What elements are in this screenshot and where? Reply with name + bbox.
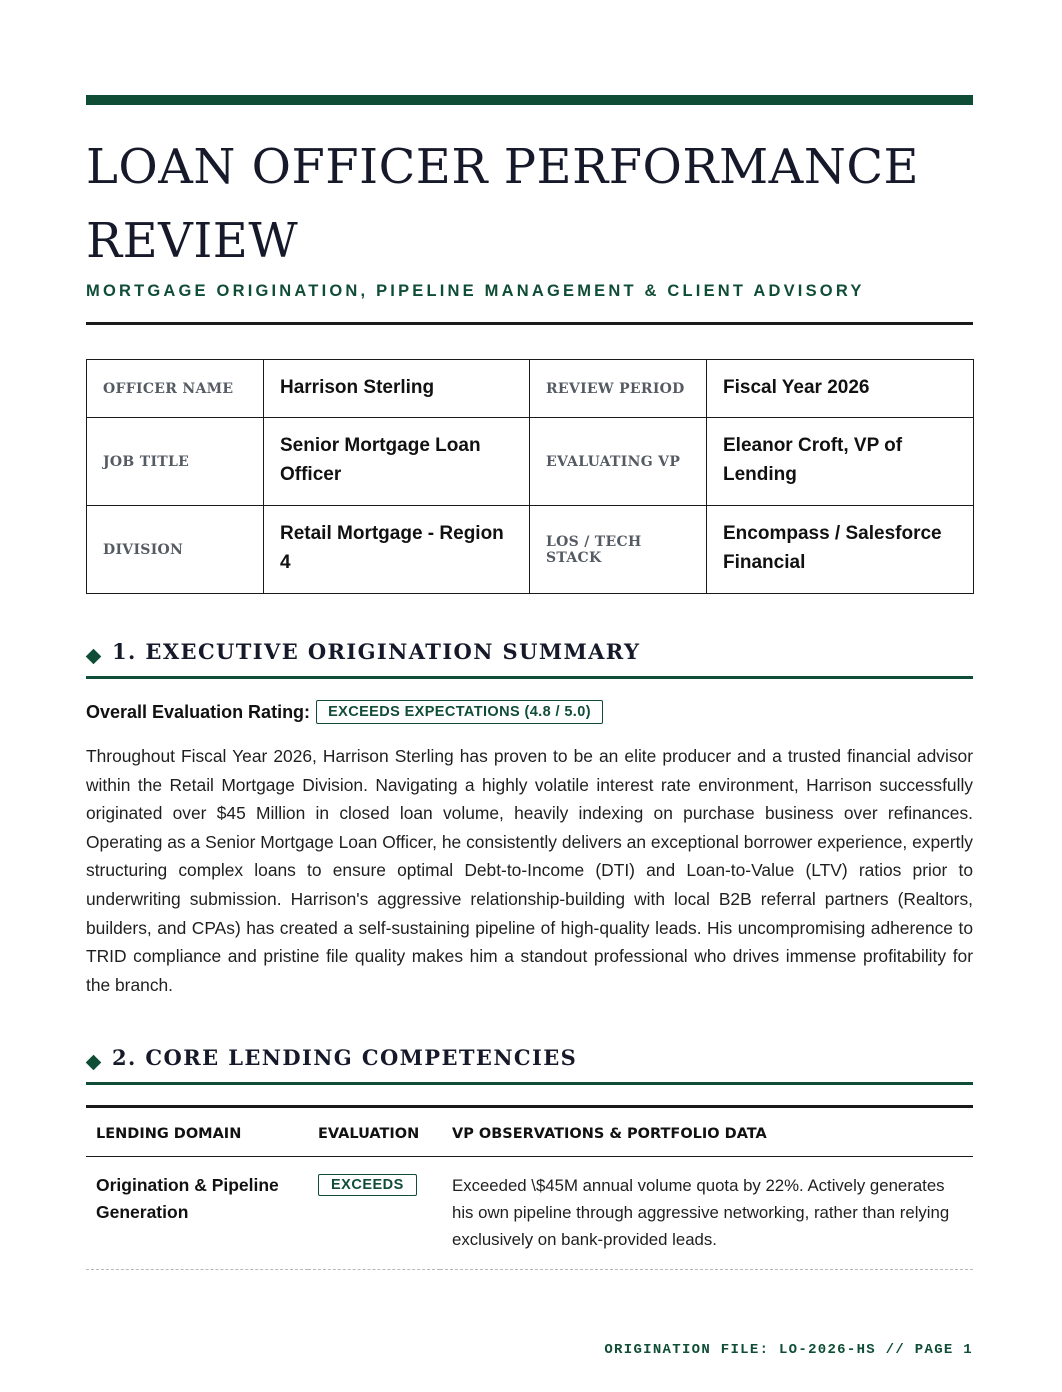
column-header-evaluation: EVALUATION xyxy=(308,1107,440,1157)
column-header-observations: VP OBSERVATIONS & PORTFOLIO DATA xyxy=(440,1107,973,1157)
competencies-table xyxy=(86,1105,973,1270)
section-2-rule xyxy=(86,1082,973,1085)
header-divider xyxy=(86,322,973,325)
review-period-label: REVIEW PERIOD xyxy=(530,360,707,418)
top-accent-rule xyxy=(86,95,973,105)
diamond-bullet-icon xyxy=(86,649,102,665)
evaluation-badge: EXCEEDS xyxy=(318,1174,417,1196)
job-title-value: Senior Mortgage Loan Officer xyxy=(264,418,530,506)
section-2-heading: 2. CORE LENDING COMPETENCIES xyxy=(112,1045,578,1070)
section-1-rule xyxy=(86,676,973,679)
evaluating-vp-value: Eleanor Croft, VP of Lending xyxy=(707,418,974,506)
division-value: Retail Mortgage - Region 4 xyxy=(264,506,530,594)
observations-cell: Exceeded \$45M annual volume quota by 22%. Actively generates his own pipeline through aggressive networking, rather than relying exclusively on bank-provided leads. xyxy=(440,1157,973,1270)
section-1-heading: 1. EXECUTIVE ORIGINATION SUMMARY xyxy=(112,639,641,664)
job-title-label: JOB TITLE xyxy=(87,418,264,506)
column-header-domain: LENDING DOMAIN xyxy=(86,1107,308,1157)
executive-summary-text: Throughout Fiscal Year 2026, Harrison Sterling has proven to be an elite producer and a trusted financial advisor within the Retail Mortgage Division. Navigating a highly volatile interest rate environment, Harrison successfully originated over $45 Million in closed loan volume, heavily indexing on purchase business over refinances. Operating as a Senior Mortgage Loan Officer, he consistently delivers an exceptional borrower experience, expertly structuring complex loans to ensure optimal Debt-to-Income (DTI) and Loan-to-Value (LTV) ratios prior to underwriting submission. Harrison's aggressive relationship-building with local B2B referral partners (Realtors, builders, and CPAs) has created a self-sustaining pipeline of high-quality leads. His uncompromising adherence to TRID compliance and pristine file quality makes him a standout professional who drives immense profitability for the branch. xyxy=(86,746,973,995)
rating-label: Overall Evaluation Rating: xyxy=(86,701,311,722)
page-footer: ORIGINATION FILE: LO-2026-HS // PAGE 1 xyxy=(604,1342,973,1358)
tech-stack-label: LOS / TECH STACK xyxy=(530,506,707,594)
rating-badge: EXCEEDS EXPECTATIONS (4.8 / 5.0) xyxy=(316,700,603,724)
document-title: LOAN OFFICER PERFORMANCE REVIEW xyxy=(86,139,920,269)
overall-rating xyxy=(86,700,603,724)
diamond-bullet-icon xyxy=(86,1055,102,1071)
evaluation-cell xyxy=(308,1157,440,1270)
evaluating-vp-label: EVALUATING VP xyxy=(530,418,707,506)
division-label: DIVISION xyxy=(87,506,264,594)
table-row xyxy=(86,1157,973,1270)
tech-stack-value: Encompass / Salesforce Financial xyxy=(707,506,974,594)
officer-info-table xyxy=(86,359,974,594)
document-subtitle: MORTGAGE ORIGINATION, PIPELINE MANAGEMENT & CLIENT ADVISORY xyxy=(86,282,865,300)
officer-name-label: OFFICER NAME xyxy=(87,360,264,418)
lending-domain-cell: Origination & Pipeline Generation xyxy=(86,1157,308,1270)
officer-name-value: Harrison Sterling xyxy=(264,360,530,418)
review-period-value: Fiscal Year 2026 xyxy=(707,360,974,418)
